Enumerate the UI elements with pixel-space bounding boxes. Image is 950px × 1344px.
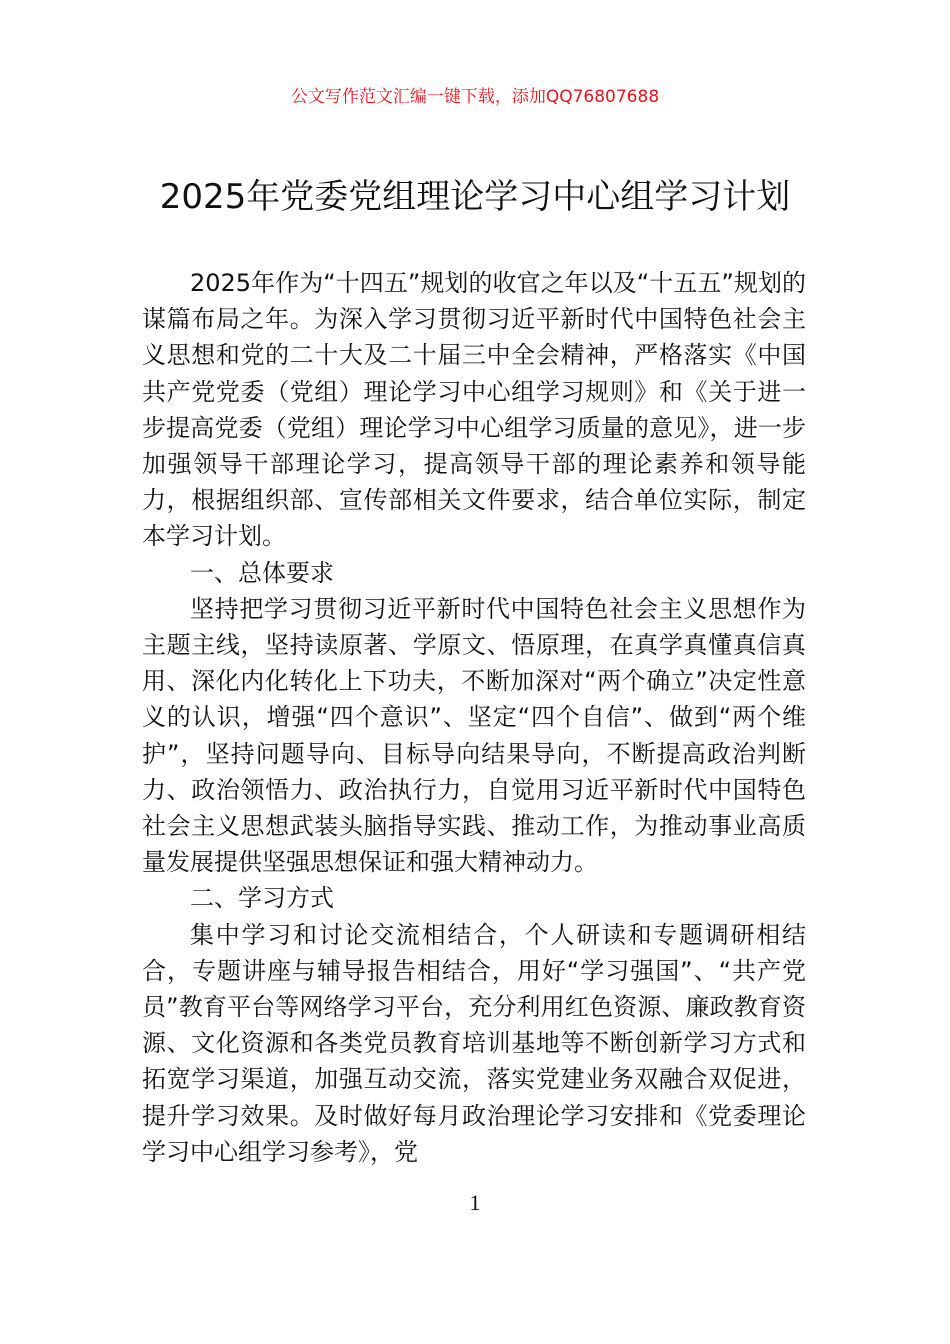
document-title: 2025年党委党组理论学习中心组学习计划 <box>159 177 791 217</box>
page-number: 1 <box>469 1190 481 1215</box>
paragraph-intro: 2025年作为“十四五”规划的收官之年以及“十五五”规划的谋篇布局之年。为深入学习贯彻习近平新时代中国特色社会主义思想和党的二十大及二十届三中全会精神，严格落实《中国共产党党委（党组）理论学习中心组学习规则》和《关于进一步提高党委（党组）理论学习中心组学习质量的意见》，进一步加强领导干部理论学习，提高领导干部的理论素养和领导能力，根据组织部、宣传部相关文件要求，结合单位实际，制定本学习计划。 <box>142 269 806 551</box>
section-heading-study-methods: 二、学习方式 <box>190 884 334 913</box>
paragraph-study-methods: 集中学习和讨论交流相结合，个人研读和专题调研相结合，专题讲座与辅导报告相结合，用好“学习强国”、“共产党员”教育平台等网络学习平台，充分利用红色资源、廉政教育资源、文化资源和各类党员教育培训基地等不断创新学习方式和拓宽学习渠道，加强互动交流，落实党建业务双融合双促进，提升学习效果。及时做好每月政治理论学习安排和《党委理论学习中心组学习参考》，党 <box>142 920 806 1166</box>
section-heading-general-requirements: 一、总体要求 <box>190 558 334 587</box>
download-notice: 公文写作范文汇编一键下载，添加QQ76807688 <box>290 87 660 107</box>
document-body <box>142 265 806 1170</box>
paragraph-general-requirements: 坚持把学习贯彻习近平新时代中国特色社会主义思想作为主题主线，坚持读原著、学原文、悟原理，在真学真懂真信真用、深化内化转化上下功夫，不断加深对“两个确立”决定性意义的认识，增强“四个意识”、坚定“四个自信”、做到“两个维护”，坚持问题导向、目标导向结果导向，不断提高政治判断力、政治领悟力、政治执行力，自觉用习近平新时代中国特色社会主义思想武装头脑指导实践、推动工作，为推动事业高质量发展提供坚强思想保证和强大精神动力。 <box>142 594 806 877</box>
